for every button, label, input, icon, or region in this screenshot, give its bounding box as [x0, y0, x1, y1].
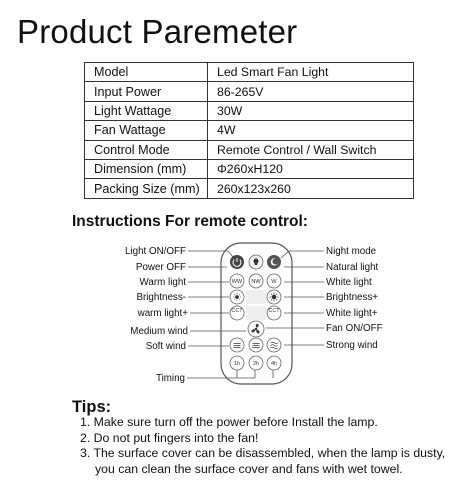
- spec-value: Led Smart Fan Light: [208, 63, 414, 82]
- label-white-light: White light: [326, 277, 372, 288]
- spec-value: 30W: [208, 101, 414, 120]
- cct-minus-label: CCT: [231, 308, 243, 314]
- table-row: [85, 101, 414, 120]
- label-night-mode: Night mode: [326, 246, 377, 257]
- brightness-bar: [246, 290, 266, 304]
- table-row: [85, 140, 414, 159]
- ww-button-label: WW: [231, 279, 243, 285]
- table-row: [85, 179, 414, 198]
- list-item: you can clean the surface cover and fans with wet towel.: [95, 461, 403, 476]
- spec-key: Control Mode: [85, 140, 208, 159]
- list-item: 3. The surface cover can be disassembled, when the lamp is dusty,: [80, 446, 446, 460]
- table-row: [85, 63, 414, 82]
- label-warm-light-plus: warm light+: [137, 308, 188, 319]
- timer-2h-label: 2h: [252, 361, 260, 367]
- label-power-off: Power OFF: [135, 262, 186, 273]
- spec-key: Input Power: [85, 82, 208, 101]
- spec-key: Light Wattage: [85, 101, 208, 120]
- table-row: [85, 159, 414, 178]
- label-medium-wind: Medium wind: [130, 326, 188, 337]
- label-timing: Timing: [155, 373, 185, 384]
- label-white-light-plus: White light+: [326, 308, 378, 319]
- table-row: [85, 82, 414, 101]
- list-item: 1. Make sure turn off the power before Install the lamp.: [80, 415, 378, 429]
- spec-value: Remote Control / Wall Switch: [208, 140, 414, 159]
- spec-value: 4W: [208, 121, 414, 140]
- w-button-label: W: [271, 279, 277, 285]
- spec-table: [84, 62, 414, 199]
- nw-button-label: NW: [251, 279, 261, 285]
- spec-value: Φ260xH120: [208, 159, 414, 178]
- timer-1h-label: 1h: [233, 361, 241, 367]
- moon-icon[interactable]: [267, 255, 281, 269]
- tips-list: [80, 415, 450, 477]
- spec-value: 86-265V: [208, 82, 414, 101]
- medium-wind-button[interactable]: [249, 338, 263, 352]
- label-soft-wind: Soft wind: [145, 341, 186, 352]
- spec-value: 260x123x260: [208, 179, 414, 198]
- remote-diagram: [0, 236, 457, 396]
- cct-plus-label: CCT: [268, 308, 280, 314]
- spec-key: Model: [85, 63, 208, 82]
- label-brightness-plus: Brightness+: [326, 292, 379, 303]
- tips-heading: Tips:: [72, 398, 112, 416]
- label-warm-light: Warm light: [139, 277, 186, 288]
- label-brightness-minus: Brightness-: [136, 292, 186, 303]
- instructions-heading: Instructions For remote control:: [72, 213, 308, 230]
- soft-wind-button[interactable]: [230, 338, 244, 352]
- timer-4h-label: 4h: [270, 361, 278, 367]
- page-title: Product Paremeter: [17, 13, 298, 50]
- spec-key: Fan Wattage: [85, 121, 208, 140]
- label-light-on-off: Light ON/OFF: [125, 246, 186, 257]
- table-row: [85, 121, 414, 140]
- label-natural-light: Natural light: [326, 262, 379, 273]
- label-strong-wind: Strong wind: [326, 340, 378, 351]
- list-item: 2. Do not put fingers into the fan!: [80, 430, 259, 445]
- spec-key: Dimension (mm): [85, 159, 208, 178]
- label-fan-on-off: Fan ON/OFF: [326, 323, 383, 334]
- sun-icon: [270, 293, 279, 302]
- cct-bar: [246, 306, 266, 320]
- spec-key: Packing Size (mm): [85, 179, 208, 198]
